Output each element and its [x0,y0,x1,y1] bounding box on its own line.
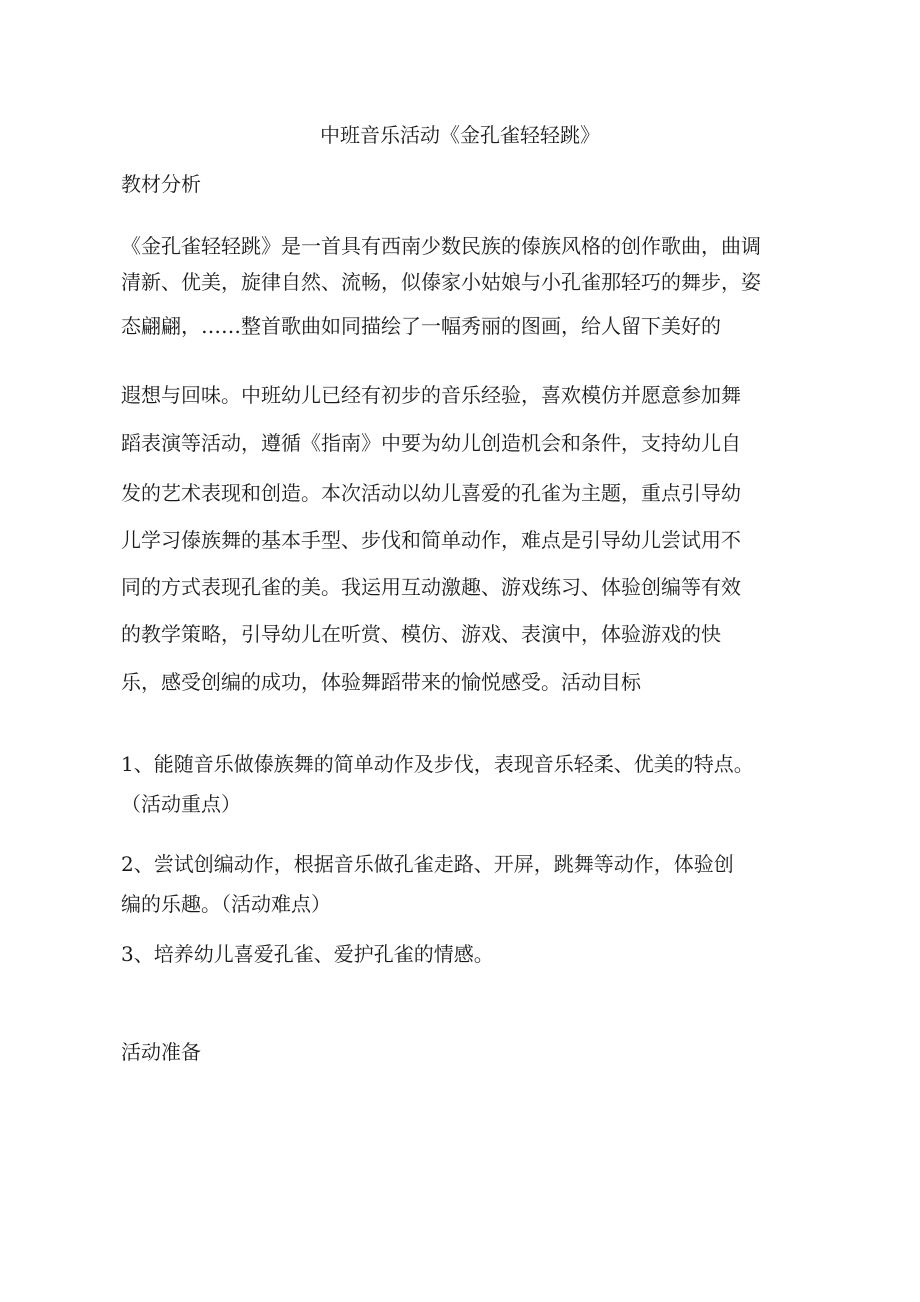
paragraph-line: 态翩翩，……整首歌曲如同描绘了一幅秀丽的图画，给人留下美好的 [121,314,721,338]
paragraph-line: 的教学策略，引导幼儿在听赏、模仿、游戏、表演中，体验游戏的快 [121,622,721,646]
paragraph-line: 遐想与回味。中班幼儿已经有初步的音乐经验，喜欢模仿并愿意参加舞 [121,383,741,407]
paragraph-line: 儿学习傣族舞的基本手型、步伐和简单动作，难点是引导幼儿尝试用不 [121,528,741,552]
document-title: 中班音乐活动《金孔雀轻轻跳》 [320,123,600,147]
section-heading-preparation: 活动准备 [121,1040,201,1064]
goal-line: 1、能随音乐做傣族舞的简单动作及步伐，表现音乐轻柔、优美的特点。 [121,752,754,776]
paragraph-line: 乐，感受创编的成功，体验舞蹈带来的愉悦感受。活动目标 [121,670,641,694]
goal-line: 2、尝试创编动作，根据音乐做孔雀走路、开屏，跳舞等动作，体验创 [121,852,734,876]
paragraph-line: 发的艺术表现和创造。本次活动以幼儿喜爱的孔雀为主题，重点引导幼 [121,481,741,505]
goal-line: （活动重点） [121,792,241,816]
paragraph-line: 清新、优美，旋律自然、流畅，似傣家小姑娘与小孔雀那轻巧的舞步，姿 [121,270,761,294]
section-heading-analysis: 教材分析 [121,172,201,196]
paragraph-line: 《金孔雀轻轻跳》是一首具有西南少数民族的傣族风格的创作歌曲，曲调 [121,234,761,258]
paragraph-line: 蹈表演等活动，遵循《指南》中要为幼儿创造机会和条件，支持幼儿自 [121,431,741,455]
paragraph-line: 同的方式表现孔雀的美。我运用互动激趣、游戏练习、体验创编等有效 [121,575,741,599]
goal-line: 3、培养幼儿喜爱孔雀、爱护孔雀的情感。 [121,942,494,966]
goal-line: 编的乐趣。（活动难点） [121,892,331,916]
